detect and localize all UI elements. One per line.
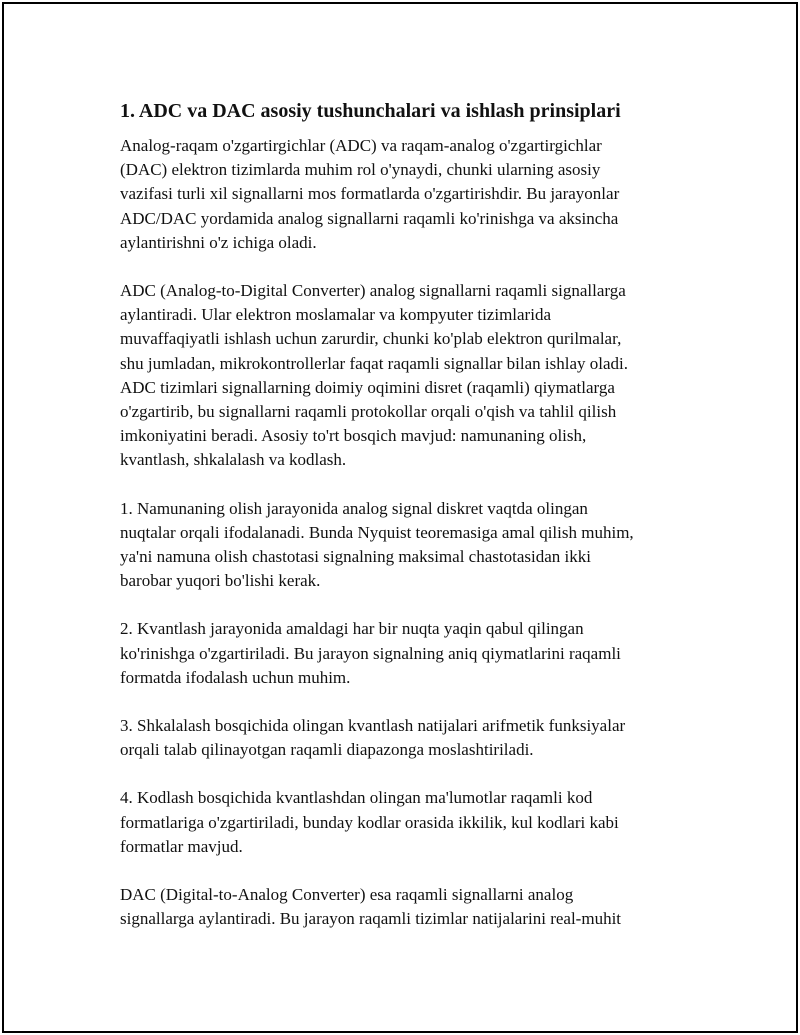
text-line: Analog-raqam o'zgartirgichlar (ADC) va raqam-analog o'zgartirgichlar xyxy=(120,136,602,155)
text-line: ADC/DAC yordamida analog signallarni raqamli ko'rinishga va aksincha xyxy=(120,208,619,228)
text-line: signallarga aylantiradi. Bu jarayon raqamli tizimlar natijalarini real-muhit xyxy=(120,909,622,929)
text-line: imkoniyatini beradi. Asosiy to'rt bosqich mavjud: namunaning olish, xyxy=(120,426,587,446)
text-line: orqali talab qilinayotgan raqamli diapazonga moslashtiriladi. xyxy=(120,740,534,760)
paragraph-step-1 xyxy=(120,497,680,594)
text-line: DAC (Digital-to-Analog Converter) esa raqamli signallarni analog xyxy=(120,885,574,905)
text-line: ya'ni namuna olish chastotasi signalning maksimal chastotasidan ikki xyxy=(120,547,591,567)
text-line: muvaffaqiyatli ishlash uchun zarurdir, chunki ko'plab elektron qurilmalar, xyxy=(120,329,622,349)
text-line: barobar yuqori bo'lishi kerak. xyxy=(120,571,321,591)
text-line: aylantiradi. Ular elektron moslamalar va kompyuter tizimlarida xyxy=(120,305,551,325)
paragraph-adc xyxy=(120,279,680,473)
document-page xyxy=(2,2,798,1033)
text-line: ADC (Analog-to-Digital Converter) analog signallarni raqamli signallarga xyxy=(120,281,626,301)
text-line: formatlariga o'zgartiriladi, bunday kodlar orasida ikkilik, kul kodlari kabi xyxy=(120,812,619,832)
text-line: 1. Namunaning olish jarayonida analog signal diskret vaqtda olingan xyxy=(120,498,588,518)
text-line: formatda ifodalash uchun muhim. xyxy=(120,667,351,687)
text-line: 4. Kodlash bosqichida kvantlashdan olingan ma'lumotlar raqamli kod xyxy=(120,788,593,808)
section-title: 1. ADC va DAC asosiy tushunchalari va ishlash prinsiplari xyxy=(120,100,621,122)
text-line: 3. Shkalalash bosqichida olingan kvantlash natijalari arifmetik funksiyalar xyxy=(120,716,626,736)
paragraph-step-2 xyxy=(120,617,680,690)
text-line: (DAC) elektron tizimlarda muhim rol o'ynaydi, chunki ularning asosiy xyxy=(120,160,601,180)
text-line: o'zgartirib, bu signallarni raqamli protokollar orqali o'qish va tahlil qilish xyxy=(120,402,617,422)
text-line: vazifasi turli xil signallarni mos formatlarda o'zgartirishdir. Bu jarayonlar xyxy=(120,184,620,204)
paragraph-intro xyxy=(120,134,680,255)
paragraph-step-4 xyxy=(120,786,680,859)
paragraph-step-3 xyxy=(120,714,680,762)
text-line: formatlar mavjud. xyxy=(120,836,243,856)
text-line: shu jumladan, mikrokontrollerlar faqat raqamli signallar bilan ishlay oladi. xyxy=(120,353,628,373)
text-line: nuqtalar orqali ifodalanadi. Bunda Nyquist teoremasiga amal qilish muhim, xyxy=(120,522,634,542)
text-line: ADC tizimlari signallarning doimiy oqimini disret (raqamli) qiymatlarga xyxy=(120,377,615,397)
text-line: aylantirishni o'z ichiga oladi. xyxy=(120,232,317,252)
text-line: ko'rinishga o'zgartiriladi. Bu jarayon signalning aniq qiymatlarini raqamli xyxy=(120,643,621,663)
document-content xyxy=(120,97,680,955)
text-line: 2. Kvantlash jarayonida amaldagi har bir nuqta yaqin qabul qilingan xyxy=(120,619,584,639)
text-line: kvantlash, shkalalash va kodlash. xyxy=(120,450,347,470)
paragraph-dac xyxy=(120,883,680,931)
